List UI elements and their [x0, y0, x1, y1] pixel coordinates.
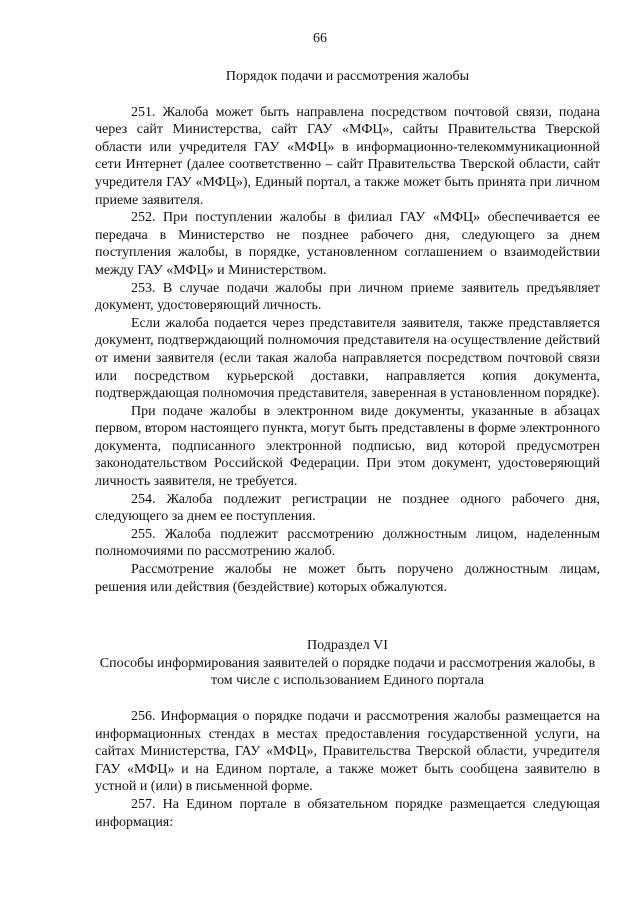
- paragraph-253-electronic: При подаче жалобы в электронном виде документы, указанные в абзацах первом, втором настоящего пункта, могут быть представлены в форме электронного документа, подписанного электронной подписью, вид которой предусмотрен законодательством Российской Федерации. При этом документ, удостоверяющий личность заявителя, не требуется.: [95, 403, 600, 490]
- section-gap: [95, 596, 600, 637]
- page-number: 66: [313, 31, 327, 46]
- paragraph-257: 257. На Едином портале в обязательном порядке размещается следующая информация:: [95, 796, 600, 830]
- paragraph-252: 252. При поступлении жалобы в филиал ГАУ «МФЦ» обеспечивается ее передача в Министерство не позднее рабочего дня, следующего за днем поступления жалобы, в порядке, установленном соглашением о взаимодействии между ГАУ «МФЦ» и Министерством.: [95, 210, 600, 278]
- document-body: [95, 68, 600, 831]
- section-heading: Порядок подачи и рассмотрения жалобы: [225, 69, 470, 84]
- subsection-title: Способы информирования заявителей о порядке подачи и рассмотрения жалобы, в том числе с использованием Единого портала: [99, 655, 596, 689]
- paragraph-256: 256. Информация о порядке подачи и рассмотрения жалобы размещается на информационных стендах в местах предоставления государственной услуги, на сайтах Министерства, ГАУ «МФЦ», Правительства Тверской области, учредителя ГАУ «МФЦ» и на Едином портале, а также может быть сообщена заявителю в устной и (или) в письменной форме.: [95, 709, 600, 795]
- paragraph-251: 251. Жалоба может быть направлена посредством почтовой связи, подана через сайт Министерства, сайт ГАУ «МФЦ», сайты Правительства Тверской области или учредителя ГАУ «МФЦ» в информационно-телекоммуникационной сети Интернет (далее соответственно – сайт Правительства Тверской области, сайт учредителя ГАУ «МФЦ»), Единый портал, а также может быть принята при личном приеме заявителя.: [95, 104, 600, 208]
- subsection-label: Подраздел VI: [307, 638, 388, 654]
- paragraph-254: 254. Жалоба подлежит регистрации не позднее одного рабочего дня, следующего за днем ее поступления.: [95, 491, 600, 525]
- paragraph-253: 253. В случае подачи жалобы при личном приеме заявитель предъявляет документ, удостоверяющий личность.: [95, 280, 600, 314]
- paragraph-255: 255. Жалоба подлежит рассмотрению должностным лицом, наделенным полномочиями по рассмотрению жалоб.: [95, 526, 600, 560]
- subsection-gap: [95, 690, 600, 708]
- paragraph-253-representative: Если жалоба подается через представителя заявителя, также представляется документ, подтверждающий полномочия представителя на осуществление действий от имени заявителя (если такая жалоба направляется посредством почтовой связи или посредством курьерской доставки, направляется копия документа, подтверждающая полномочия представителя, заверенная в установленном порядке).: [95, 315, 600, 402]
- paragraph-255-restriction: Рассмотрение жалобы не может быть поручено должностным лицам, решения или действия (бездействие) которых обжалуются.: [95, 562, 600, 595]
